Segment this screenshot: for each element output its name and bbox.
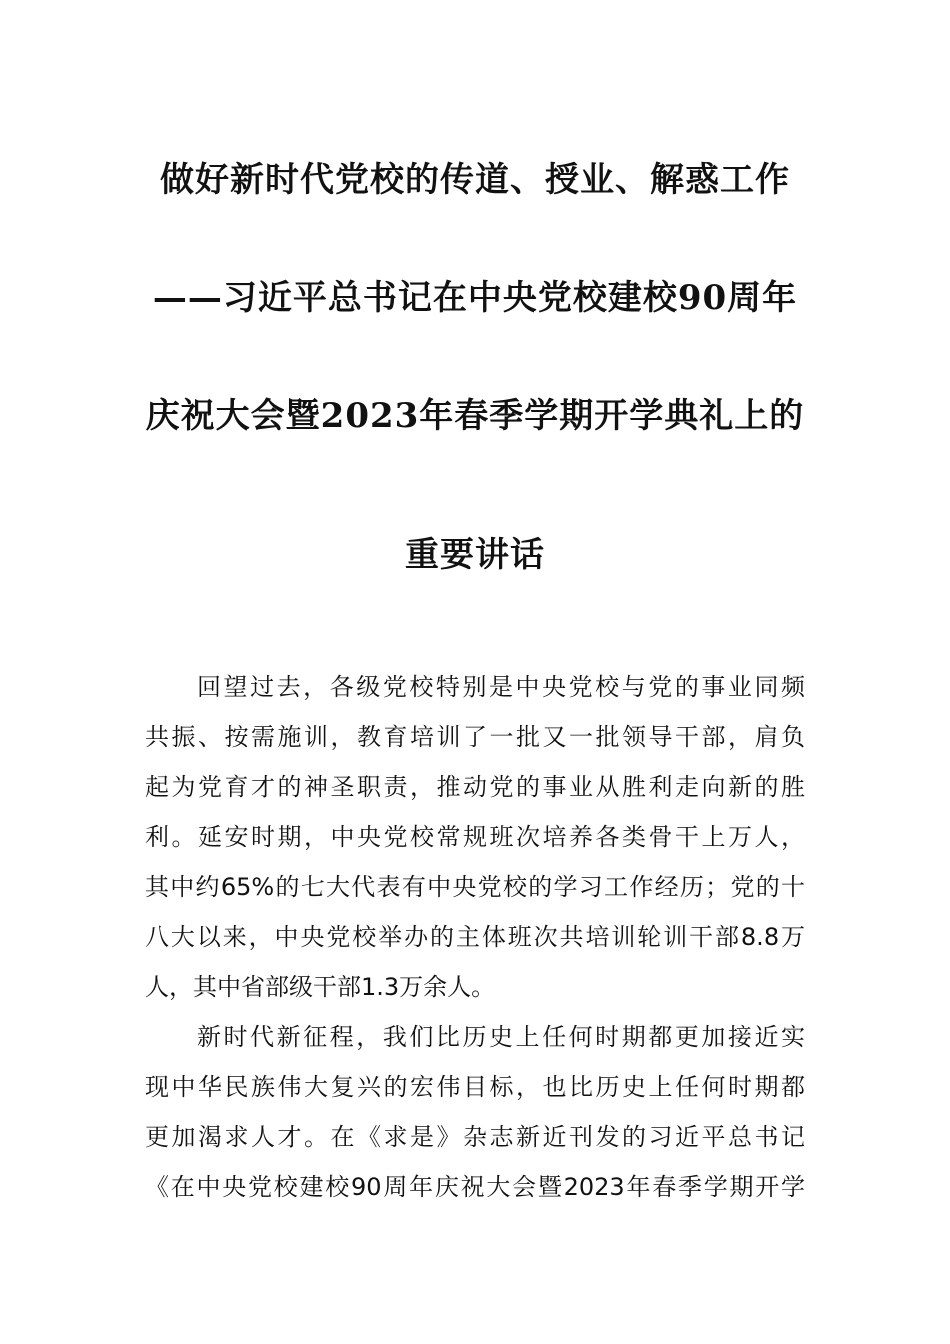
- document-title-line-4: 重要讲话: [405, 535, 545, 575]
- paragraph-1-line: 共振、按需施训，教育培训了一批又一批领导干部，肩负: [145, 723, 805, 751]
- document-title-line-1: 做好新时代党校的传道、授业、解惑工作: [160, 160, 790, 200]
- paragraph-1-line: 其中约65%的七大代表有中央党校的学习工作经历；党的十: [145, 873, 805, 901]
- paragraph-2-line: 现中华民族伟大复兴的宏伟目标，也比历史上任何时期都: [145, 1073, 805, 1101]
- paragraph-1-line: 利。延安时期，中央党校常规班次培养各类骨干上万人，: [145, 823, 805, 851]
- paragraph-2-line: 新时代新征程，我们比历史上任何时期都更加接近实: [197, 1023, 805, 1051]
- document-title-line-3: 庆祝大会暨2023年春季学期开学典礼上的: [145, 396, 805, 436]
- paragraph-2-line: 《在中央党校建校90周年庆祝大会暨2023年春季学期开学: [145, 1173, 805, 1201]
- paragraph-1-line: 回望过去，各级党校特别是中央党校与党的事业同频: [197, 673, 805, 701]
- document-title-line-2: ——习近平总书记在中央党校建校90周年: [152, 278, 798, 318]
- paragraph-1-line: 八大以来，中央党校举办的主体班次共培训轮训干部8.8万: [145, 923, 805, 951]
- paragraph-1-line: 起为党育才的神圣职责，推动党的事业从胜利走向新的胜: [145, 773, 805, 801]
- paragraph-2-line: 更加渴求人才。在《求是》杂志新近刊发的习近平总书记: [145, 1123, 805, 1151]
- paragraph-1-line: 人，其中省部级干部1.3万余人。: [145, 973, 496, 1001]
